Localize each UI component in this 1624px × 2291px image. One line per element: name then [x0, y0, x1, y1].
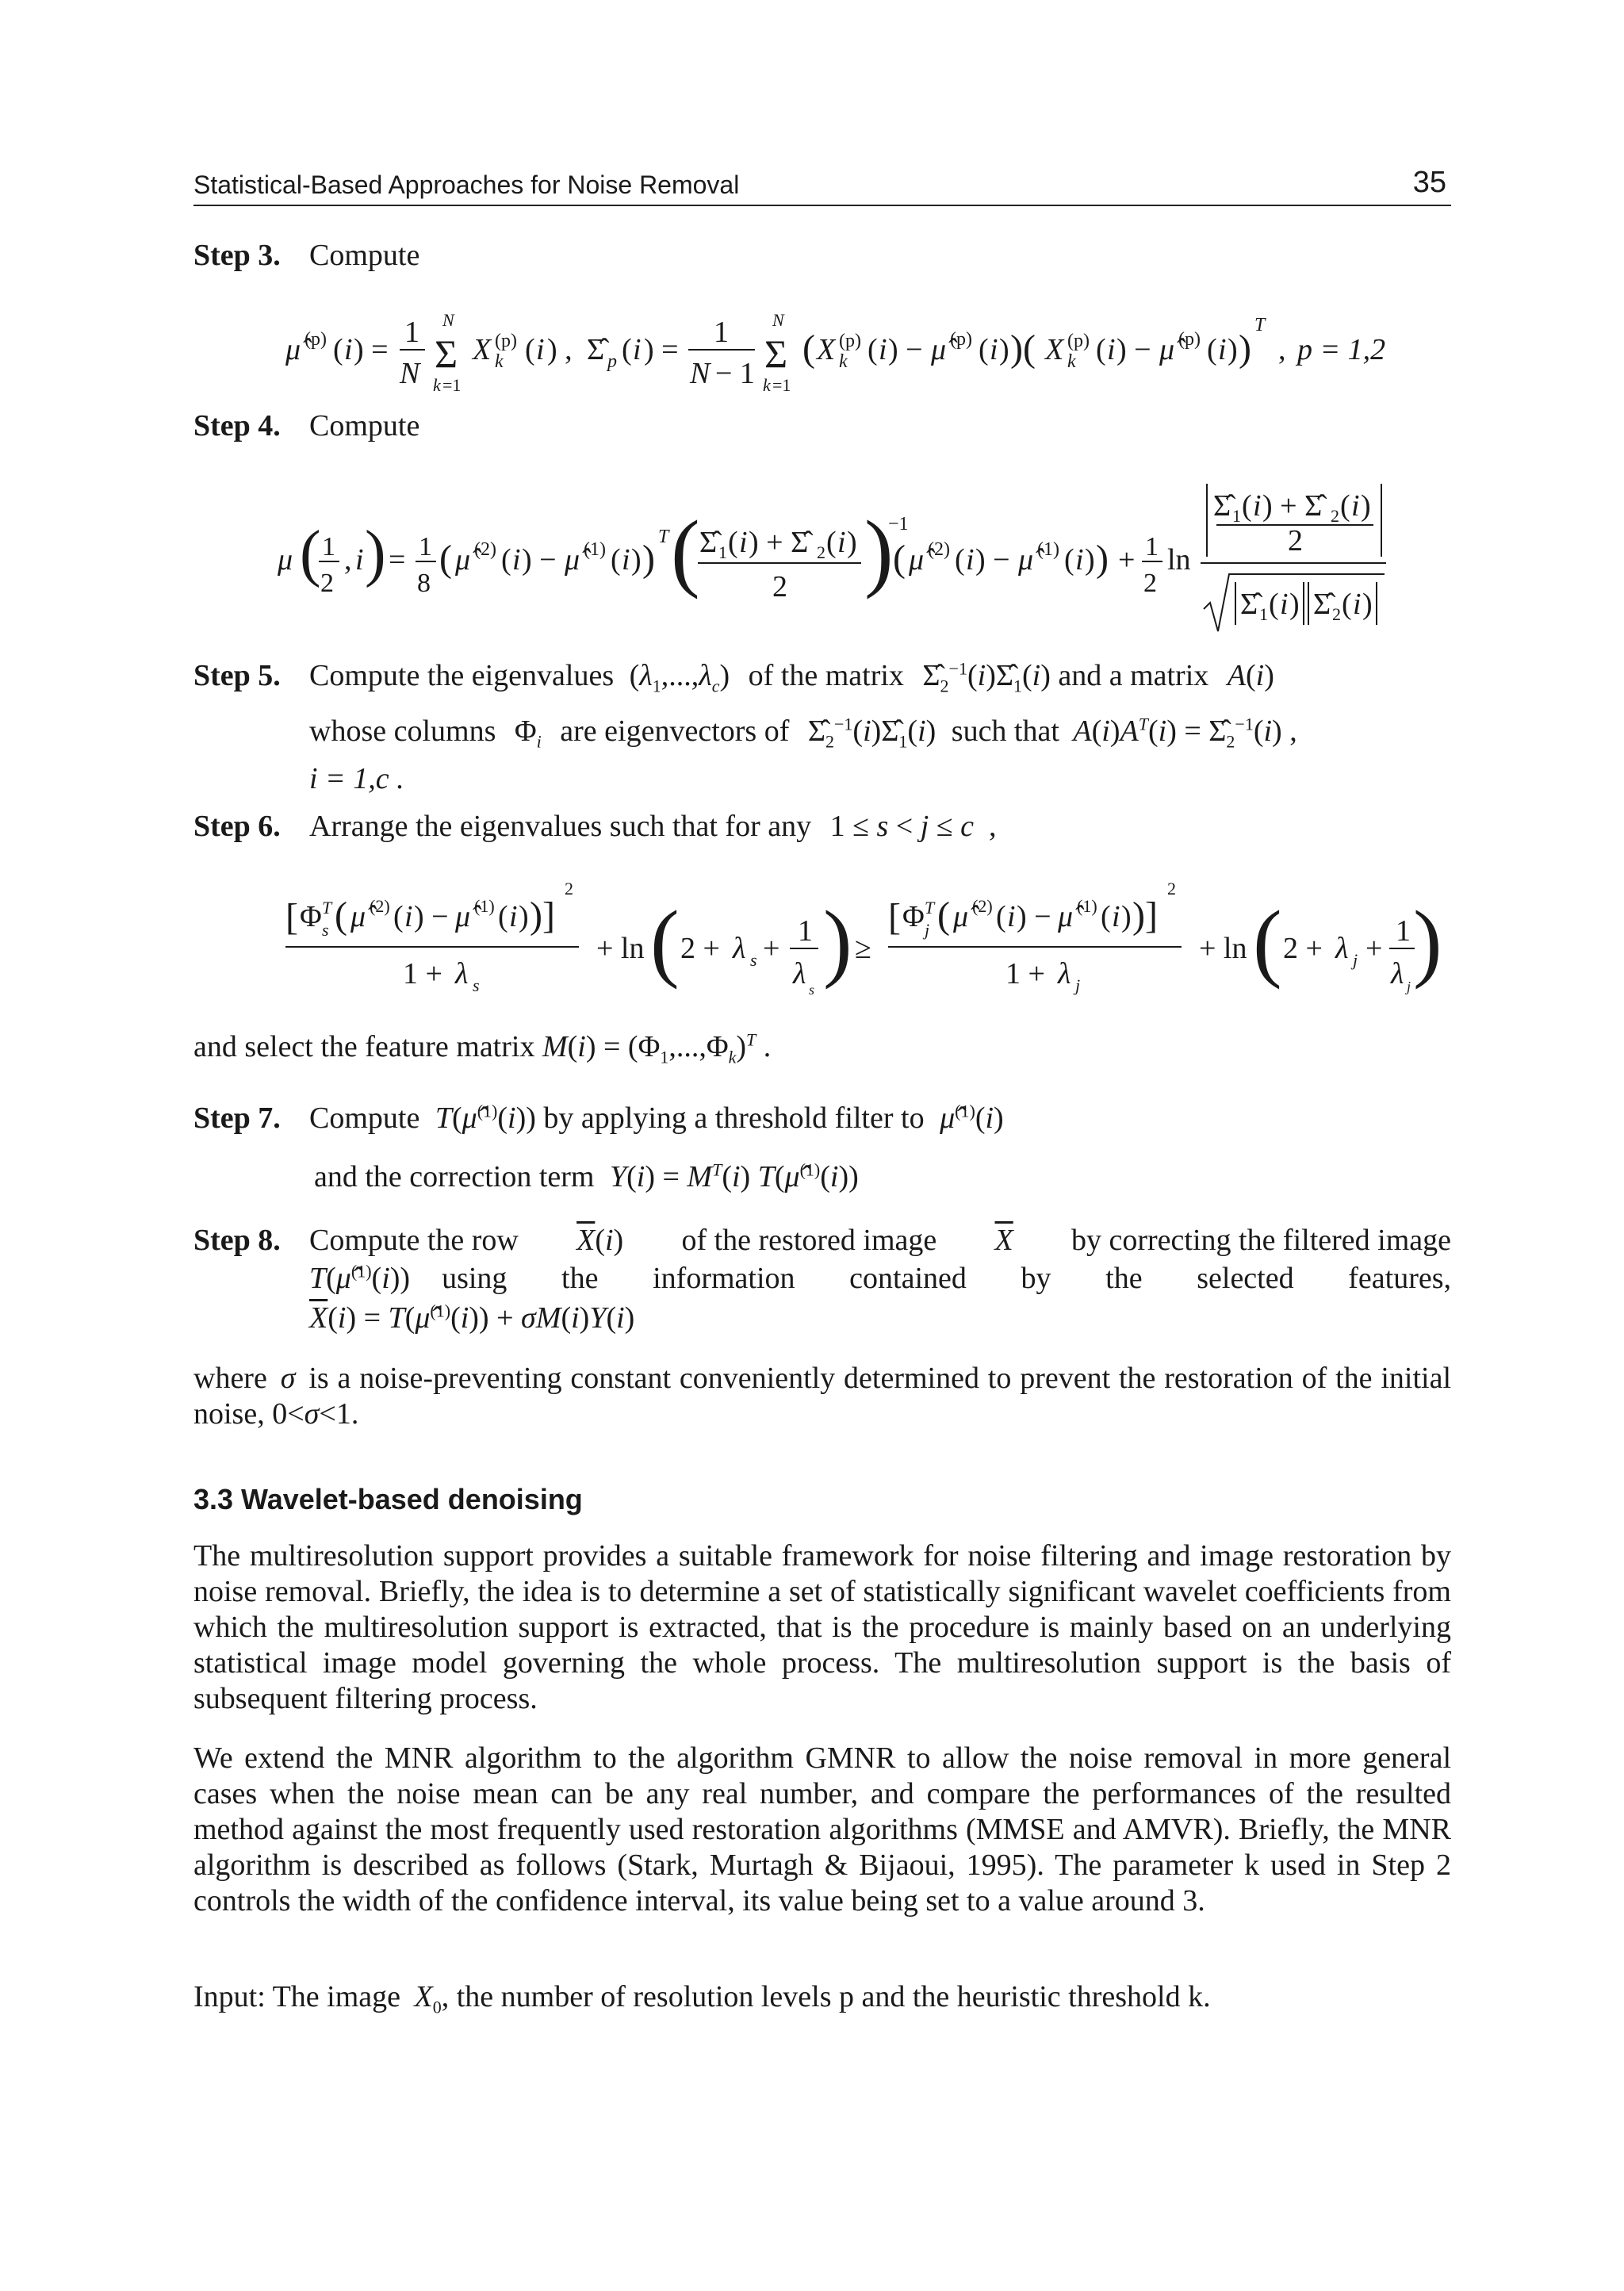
- svg-text:λ: λ: [793, 957, 806, 990]
- svg-text:(: (: [996, 900, 1006, 933]
- svg-text:(: (: [1242, 489, 1252, 523]
- svg-text:(: (: [893, 538, 906, 580]
- step-7-line-2: and the correction term $Y(i) = M^T(i)$ T(μ̂$^{(1)}$(i)): [314, 1159, 859, 1193]
- svg-text:): ): [519, 900, 529, 933]
- svg-text:(: (: [501, 543, 511, 577]
- svg-text:(: (: [1269, 588, 1279, 621]
- svg-text:) =: ) =: [354, 333, 389, 366]
- svg-text:): ): [1239, 328, 1251, 370]
- svg-text:1: 1: [1259, 604, 1268, 624]
- equation-step-6: [285, 872, 1427, 1007]
- svg-text:(1): (1): [1037, 539, 1059, 560]
- svg-text:(: (: [1253, 893, 1282, 990]
- svg-text:1: 1: [404, 316, 419, 349]
- svg-text:μ̂: μ̂: [953, 900, 969, 933]
- svg-text:i: i: [990, 333, 998, 366]
- svg-text:i: i: [536, 333, 545, 366]
- page-number: 35: [1412, 166, 1446, 199]
- svg-text:): ): [1228, 333, 1238, 366]
- svg-text:) −: ) −: [522, 543, 557, 577]
- svg-text:N: N: [400, 357, 420, 390]
- equation-step-3: [270, 305, 1427, 400]
- svg-text:): ): [1413, 893, 1442, 990]
- input-line: Input: The image $X_0$, the number of resolution levels p and the heuristic threshold k.: [193, 1980, 1211, 2017]
- svg-text:) −: ) −: [888, 333, 923, 366]
- step-label: Step 6.: [193, 810, 281, 843]
- svg-text:k: k: [433, 375, 441, 395]
- svg-text:(: (: [955, 543, 965, 577]
- svg-text:μ̂: μ̂: [350, 900, 366, 933]
- svg-text:(: (: [335, 895, 347, 937]
- section-heading: 3.3 Wavelet-based denoising: [193, 1483, 583, 1515]
- step-text-a: Compute the eigenvalues: [309, 659, 615, 692]
- svg-text:− 1: − 1: [715, 357, 755, 390]
- svg-text:(p): (p): [1067, 331, 1090, 351]
- svg-text:2: 2: [320, 569, 334, 598]
- svg-text:1: 1: [419, 532, 432, 561]
- svg-text:2: 2: [1143, 569, 1157, 598]
- svg-text:X: X: [1045, 333, 1064, 366]
- svg-text:i: i: [1280, 588, 1289, 621]
- svg-text:1 +: 1 +: [1005, 957, 1045, 990]
- svg-text:i: i: [739, 526, 748, 559]
- svg-text:k: k: [839, 351, 848, 372]
- step-text: Arrange the eigenvalues such that for any: [309, 810, 812, 843]
- svg-text:) =: ) =: [644, 333, 679, 366]
- svg-text:(p): (p): [304, 329, 327, 350]
- svg-text:(: (: [439, 538, 452, 580]
- step-8: Step 8. Compute the row $\overline{X}(i)$ of the restored image $\overline{X}$ by correcting the filtered image: [193, 1224, 1451, 1257]
- svg-text:): ): [1121, 900, 1132, 933]
- svg-text:=1: =1: [772, 375, 791, 395]
- svg-text:s: s: [809, 982, 815, 998]
- svg-text:2 +: 2 +: [680, 932, 720, 965]
- svg-text:(1): (1): [1077, 896, 1097, 916]
- svg-text:2 +: 2 +: [1283, 932, 1323, 965]
- svg-text:1: 1: [798, 914, 813, 948]
- svg-text:j: j: [1075, 975, 1081, 995]
- svg-text:j: j: [1353, 950, 1358, 970]
- svg-text:k: k: [495, 351, 504, 372]
- svg-text:2: 2: [1167, 879, 1176, 898]
- svg-text:) −: ) −: [1116, 333, 1151, 366]
- svg-text:(: (: [611, 543, 621, 577]
- svg-text:λ: λ: [1058, 957, 1071, 990]
- svg-text:) −: ) −: [414, 900, 449, 933]
- svg-text:i: i: [1075, 543, 1084, 577]
- svg-text:+ ln: + ln: [1199, 932, 1247, 965]
- step-8-line-3: $\overline{X}(i)$ = T(μ̂$^{(1)}$(i)) + σM(i)Y(i): [309, 1301, 635, 1335]
- svg-text:j: j: [925, 920, 930, 940]
- svg-text:2: 2: [1288, 524, 1303, 557]
- svg-text:1: 1: [1396, 914, 1411, 948]
- svg-text:): ): [631, 543, 642, 577]
- svg-text:): ): [642, 538, 655, 580]
- svg-text:Σ̂: Σ̂: [699, 526, 718, 559]
- bracket-close: [1413, 872, 1442, 1007]
- svg-text:i: i: [344, 333, 353, 366]
- svg-text:T: T: [658, 527, 669, 547]
- svg-text:k: k: [1067, 351, 1076, 372]
- svg-text:)]: )]: [530, 895, 555, 937]
- svg-text:Φ: Φ: [902, 900, 925, 933]
- where-paragraph: where σ is a noise-preventing constant conveniently determined to prevent the restoration of the initial noise, 0<σ<1.: [193, 1362, 1452, 1431]
- svg-text:μ̂: μ̂: [1018, 543, 1034, 577]
- svg-text:μ̂: μ̂: [1058, 900, 1074, 933]
- svg-text:(: (: [671, 503, 700, 600]
- step-6: Step 6. Arrange the eigenvalues such that for any 1 ≤ s < j ≤ c ,: [193, 810, 997, 843]
- svg-text:i: i: [1218, 333, 1227, 366]
- svg-text:=: =: [389, 543, 406, 577]
- step-text-a: Compute: [309, 1101, 420, 1135]
- svg-text:≥: ≥: [855, 932, 871, 965]
- svg-text:1: 1: [1145, 532, 1159, 561]
- svg-text:X: X: [817, 333, 836, 366]
- svg-text:−1: −1: [888, 514, 909, 534]
- svg-text:1: 1: [718, 542, 727, 562]
- svg-text:2: 2: [1331, 506, 1339, 526]
- svg-text:s: s: [473, 975, 480, 995]
- svg-text:s: s: [322, 920, 329, 940]
- svg-text:i: i: [1353, 588, 1362, 621]
- svg-text:+: +: [1118, 543, 1136, 577]
- svg-text:T: T: [1254, 315, 1266, 335]
- svg-text:μ̂: μ̂: [455, 900, 471, 933]
- svg-text:(: (: [802, 328, 815, 370]
- svg-text:2: 2: [772, 570, 787, 603]
- svg-text:(: (: [826, 526, 837, 559]
- svg-text:Σ̂: Σ̂: [587, 333, 605, 366]
- svg-text:Φ: Φ: [300, 900, 322, 933]
- svg-text:)]: )]: [1132, 895, 1158, 937]
- svg-text:Σ̂: Σ̂: [1313, 588, 1331, 621]
- svg-text:(p): (p): [950, 329, 972, 350]
- step-text: Compute: [309, 409, 420, 442]
- svg-text:i: i: [1107, 333, 1116, 366]
- svg-text:+: +: [1365, 932, 1383, 965]
- svg-text:(p): (p): [495, 331, 517, 351]
- svg-text:)(: )(: [1010, 328, 1036, 370]
- svg-text:i: i: [1112, 900, 1120, 933]
- svg-text:i: i: [837, 526, 846, 559]
- svg-text:(: (: [937, 895, 950, 937]
- svg-text:(2): (2): [370, 896, 390, 916]
- svg-text:λ: λ: [733, 932, 746, 965]
- svg-text:(2): (2): [972, 896, 993, 916]
- svg-text:) ,: ) ,: [547, 333, 573, 366]
- svg-text:i: i: [633, 333, 642, 366]
- svg-text:i: i: [1351, 489, 1360, 523]
- paragraph-1: The multiresolution support provides a suitable framework for noise filtering and image restoration by noise removal. Briefly, the idea is to determine a set of statistically significant wavelet coefficients from which the multiresolution support is extracted, that is the procedure is mainly based on an underlying statistical image model governing the whole process. The multiresolution support is the basis of subsequent filtering process.: [193, 1539, 1451, 1715]
- svg-text:,: ,: [344, 543, 352, 577]
- step-5: Step 5. Compute the eigenvalues $(\lambda_1,...,\lambda_c)$ of the matrix $\Sigmâ_2^{-1}(i)\Sigmâ_1(i)$ and a matrix A(i): [193, 658, 1274, 696]
- step-6-tail: and select the feature matrix $M(i) = (\Phi_1,...,\Phi_k)^T$ .: [193, 1029, 772, 1067]
- step-label: Step 7.: [193, 1101, 281, 1135]
- svg-text:(: (: [1342, 588, 1352, 621]
- svg-text:8: 8: [417, 569, 431, 598]
- svg-text:i: i: [622, 543, 630, 577]
- svg-text:(: (: [1340, 489, 1350, 523]
- svg-text:): ): [1362, 588, 1373, 621]
- step-label: Step 5.: [193, 659, 281, 692]
- step-text-b: by applying a threshold filter to: [543, 1101, 925, 1135]
- svg-text:): ): [365, 519, 386, 588]
- svg-text:μ̂: μ̂: [1159, 333, 1175, 366]
- svg-text:i: i: [879, 333, 887, 366]
- svg-text:s: s: [750, 950, 757, 970]
- svg-text:,: ,: [1278, 333, 1286, 366]
- svg-text:[: [: [285, 896, 298, 938]
- svg-text:(2): (2): [928, 539, 950, 560]
- svg-text:1: 1: [322, 532, 335, 561]
- svg-text:T: T: [322, 898, 332, 918]
- svg-text:1: 1: [714, 316, 729, 349]
- svg-text:1: 1: [1232, 506, 1241, 526]
- svg-text:N: N: [442, 310, 454, 330]
- p-range: p = 1,2: [1297, 333, 1386, 366]
- svg-text:T: T: [925, 898, 935, 918]
- svg-text:i: i: [509, 900, 518, 933]
- svg-text:p: p: [607, 351, 617, 372]
- svg-text:i: i: [1007, 900, 1016, 933]
- svg-text:ln: ln: [1167, 543, 1191, 577]
- svg-text:): ): [999, 333, 1009, 366]
- svg-text:i: i: [355, 543, 364, 577]
- equation-step-4: [270, 476, 1427, 642]
- svg-text:(1): (1): [584, 539, 606, 560]
- svg-text:N: N: [690, 357, 710, 390]
- step-text-b: of the matrix: [748, 659, 904, 692]
- svg-text:): ): [1361, 489, 1371, 523]
- svg-text:(: (: [1101, 900, 1111, 933]
- paragraph-2: We extend the MNR algorithm to the algorithm GMNR to allow the noise removal in more general cases when the noise mean can be any real number, and compare the performances of the resulted method against the most frequently used restoration algorithms (MMSE and AMVR). Briefly, the MNR algorithm is described as follows (Stark, Murtagh & Bijaoui, 1995). The parameter k used in Step 2 controls the width of the confidence interval, its value being set to a value around 3.: [193, 1741, 1451, 1917]
- svg-text:(: (: [1064, 543, 1074, 577]
- step-label: Step 4.: [193, 409, 281, 442]
- svg-text:(: (: [525, 333, 535, 366]
- svg-text:λ: λ: [1391, 957, 1404, 990]
- svg-text:(: (: [622, 333, 632, 366]
- page-header: [193, 165, 1451, 206]
- svg-text:(p): (p): [1178, 329, 1201, 350]
- svg-text:(: (: [393, 900, 404, 933]
- svg-text:(: (: [650, 893, 680, 990]
- step-7: Step 7. Compute T(μ̂$^{(1)}$(i)) by applying a threshold filter to μ̂$^{(1)}$(i): [193, 1101, 1004, 1135]
- svg-text:+: +: [763, 932, 780, 965]
- svg-text:+ ln: + ln: [596, 932, 645, 965]
- svg-text:2: 2: [565, 879, 573, 898]
- svg-text:i: i: [404, 900, 413, 933]
- svg-text:μ̂: μ̂: [909, 543, 925, 577]
- svg-text:(2): (2): [474, 539, 496, 560]
- svg-text:): ): [1085, 543, 1095, 577]
- svg-text:Σ̂: Σ̂: [1240, 588, 1258, 621]
- svg-text:(: (: [1096, 333, 1106, 366]
- svg-text:(p): (p): [839, 331, 861, 351]
- svg-text:Σ: Σ: [435, 331, 458, 376]
- svg-text:): ): [1289, 588, 1300, 621]
- svg-text:i: i: [966, 543, 975, 577]
- svg-text:(: (: [333, 333, 343, 366]
- svg-text:(: (: [498, 900, 508, 933]
- svg-text:X: X: [473, 333, 492, 366]
- svg-text:=1: =1: [442, 375, 462, 395]
- svg-text:2: 2: [817, 542, 825, 562]
- svg-text:μ̂: μ̂: [285, 333, 301, 366]
- step-5-line-3: i = 1,c .: [309, 762, 404, 795]
- svg-text:i: i: [1253, 489, 1262, 523]
- step-label: Step 8.: [193, 1224, 281, 1257]
- svg-text:μ̂: μ̂: [455, 543, 471, 577]
- svg-text:(: (: [728, 526, 738, 559]
- step-8-line-2: T(μ̂$^{(1)}$(i)) using the information contained by the selected features,: [309, 1261, 1451, 1295]
- svg-text:μ: μ: [278, 543, 293, 577]
- svg-text:): ): [847, 526, 857, 559]
- svg-text:Σ: Σ: [764, 331, 788, 376]
- svg-text:Σ̂: Σ̂: [1213, 489, 1231, 523]
- svg-text:(: (: [300, 519, 321, 588]
- svg-text:N: N: [772, 310, 784, 330]
- svg-text:2: 2: [1332, 604, 1341, 624]
- svg-text:) −: ) −: [975, 543, 1010, 577]
- svg-text:): ): [864, 503, 894, 600]
- svg-text:1 +: 1 +: [403, 957, 442, 990]
- svg-text:) + Σ̂: ) + Σ̂: [1262, 489, 1323, 523]
- step-label: Step 3.: [193, 239, 281, 272]
- svg-text:(: (: [868, 333, 878, 366]
- svg-text:[: [: [888, 896, 901, 938]
- step-text-c: and a matrix: [1058, 659, 1209, 692]
- svg-text:μ̂: μ̂: [931, 333, 947, 366]
- svg-text:j: j: [1407, 979, 1411, 994]
- svg-text:i: i: [512, 543, 521, 577]
- svg-text:k: k: [763, 375, 771, 395]
- svg-text:(: (: [979, 333, 989, 366]
- step-4: [193, 408, 419, 443]
- svg-text:) + Σ̂: ) + Σ̂: [749, 526, 809, 559]
- step-5-line-2: whose columns $\Phi_i$ are eigenvectors of $\Sigmâ_2^{-1}(i)\Sigmâ_1(i)$ such that $A(i)A^T(i)$ = $\Sigmâ_2^{-1}(i)$ ,: [309, 714, 1297, 752]
- svg-text:): ): [1096, 538, 1109, 580]
- step-3: [193, 238, 419, 273]
- svg-text:) −: ) −: [1017, 900, 1051, 933]
- running-head: Statistical-Based Approaches for Noise Removal: [193, 170, 740, 199]
- svg-text:): ): [823, 893, 852, 990]
- step-text: Compute: [309, 239, 420, 272]
- svg-text:(1): (1): [474, 896, 495, 916]
- svg-text:μ̂: μ̂: [565, 543, 580, 577]
- svg-text:λ: λ: [455, 957, 469, 990]
- svg-text:λ: λ: [1335, 932, 1349, 965]
- svg-text:(: (: [1207, 333, 1217, 366]
